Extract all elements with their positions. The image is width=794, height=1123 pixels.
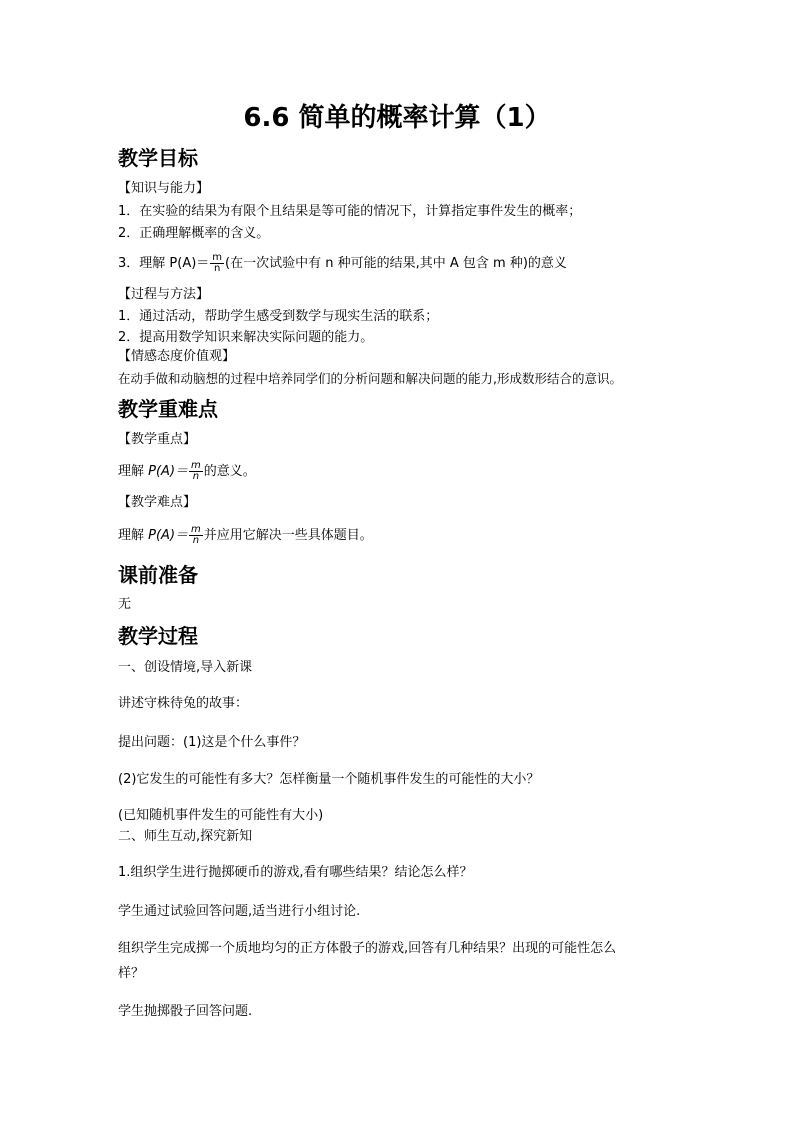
label-emotion: 【情感态度价值观】 — [118, 349, 236, 364]
process-item-2: 2．提高用数学知识来解决实际问题的能力。 — [118, 330, 374, 345]
preparation-text: 无 — [118, 597, 132, 612]
heading-objectives: 教学目标 — [118, 146, 198, 170]
process-line: 讲述守株待兔的故事： — [118, 696, 249, 711]
fraction-m-over-n — [189, 461, 203, 482]
label-process-method: 【过程与方法】 — [118, 287, 210, 302]
process-line: 二、师生互动,探究新知 — [118, 829, 253, 844]
difficulty-text — [118, 525, 373, 546]
focus-suffix: 的意义。 — [203, 464, 256, 479]
difficulty-formula: P(A)＝ — [148, 528, 189, 543]
objective-item-3-suffix: (在一次试验中有 n 种可能的结果,其中 A 包含 m 种)的意义 — [225, 256, 567, 271]
fraction-m-over-n — [189, 525, 203, 546]
fraction-numerator: m — [191, 524, 201, 535]
difficulty-suffix: 并应用它解决一些具体题目。 — [203, 528, 373, 543]
label-difficulty: 【教学难点】 — [118, 495, 197, 510]
process-item-1: 1．通过活动，帮助学生感受到数学与现实生活的联系； — [118, 309, 439, 324]
fraction-denominator: n — [213, 263, 221, 274]
fraction-numerator: m — [191, 460, 201, 471]
difficulty-prefix: 理解 — [118, 528, 149, 543]
process-line: 学生通过试验回答问题,适当进行小组讨论. — [118, 904, 361, 919]
fraction-denominator: n — [192, 535, 200, 546]
process-line: 1.组织学生进行抛掷硬币的游戏,看有哪些结果？结论怎么样？ — [118, 865, 473, 880]
label-focus: 【教学重点】 — [118, 432, 197, 447]
objective-item-3 — [118, 253, 567, 274]
process-line: 样？ — [118, 966, 145, 981]
page-title: 6.6 简单的概率计算（1） — [243, 103, 551, 133]
process-line: (已知随机事件发生的可能性有大小) — [118, 808, 324, 823]
process-line: 组织学生完成掷一个质地均匀的正方体骰子的游戏,回答有几种结果？出现的可能性怎么 — [118, 941, 617, 956]
fraction-m-over-n — [210, 253, 224, 274]
process-line: 一、创设情境,导入新课 — [118, 660, 253, 675]
focus-prefix: 理解 — [118, 464, 149, 479]
focus-text — [118, 461, 256, 482]
heading-preparation: 课前准备 — [118, 563, 198, 587]
heading-keypoints: 教学重难点 — [118, 397, 218, 421]
objective-item-1: 1．在实验的结果为有限个且结果是等可能的情况下，计算指定事件发生的概率； — [118, 204, 582, 219]
process-line: 提出问题：(1)这是个什么事件？ — [118, 735, 306, 750]
process-line: 学生抛掷骰子回答问题. — [118, 1004, 253, 1019]
label-knowledge: 【知识与能力】 — [118, 181, 210, 196]
objective-item-2: 2．正确理解概率的含义。 — [118, 226, 270, 241]
emotion-text: 在动手做和动脑想的过程中培养同学们的分析问题和解决问题的能力,形成数形结合的意识。 — [118, 371, 622, 386]
fraction-denominator: n — [192, 471, 200, 482]
focus-formula: P(A)＝ — [148, 464, 189, 479]
heading-process: 教学过程 — [118, 624, 198, 648]
process-line: (2)它发生的可能性有多大？怎样衡量一个随机事件发生的可能性的大小？ — [118, 772, 540, 787]
objective-item-3-prefix: 3．理解 P(A)＝ — [118, 256, 210, 271]
fraction-numerator: m — [212, 252, 223, 263]
